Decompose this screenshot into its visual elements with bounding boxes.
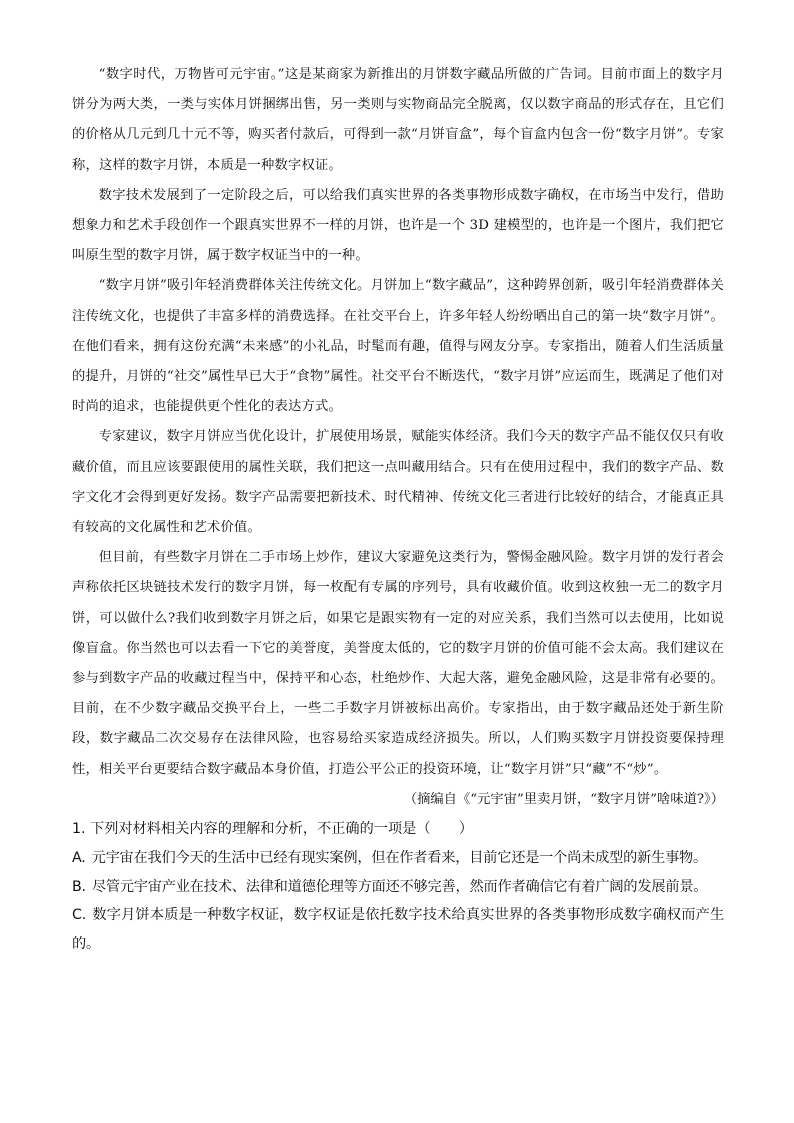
- option-b: [72, 873, 724, 902]
- passage-paragraph-2: 数字技术发展到了一定阶段之后，可以给我们真实世界的各类事物形成数字确权，在市场当中发行，借助想象力和艺术手段创作一个跟真实世界不一样的月饼，也许是一个 3D 建模型的，也许是一个图片，我们把它叫原生型的数字月饼，属于数字权证当中的一种。: [72, 187, 724, 264]
- question-stem: 1. 下列对材料相关内容的理解和分析，不正确的一项是（ ）: [72, 820, 474, 837]
- passage-paragraph-4: 专家建议，数字月饼应当优化设计，扩展使用场景，赋能实体经济。我们今天的数字产品不能仅仅只有收藏价值，而且应该要跟使用的属性关联，我们把这一点叫藏用结合。只有在使用过程中，我们的数字产品、数字文化才会得到更好发扬。数字产品需要把新技术、时代精神、传统文化三者进行比较好的结合，才能真正具有较高的文化属性和艺术价值。: [72, 429, 724, 536]
- passage-paragraph-1: “数字时代，万物皆可元宇宙。”这是某商家为新推出的月饼数字藏品所做的广告词。目前市面上的数字月饼分为两大类，一类与实体月饼捆绑出售，另一类则与实物商品完全脱离，仅以数字商品的形式存在，且它们的价格从几元到几十元不等，购买者付款后，可得到一款“月饼盲盒”，每个盲盒内包含一份“数字月饼”。专家称，这样的数字月饼，本质是一种数字权证。: [72, 67, 724, 173]
- option-c-letter: C.: [72, 907, 87, 924]
- passage-source: （摘编自《“元宇宙”里卖月饼，“数字月饼”啥味道?》）: [403, 791, 724, 807]
- option-a-text: 元宇宙在我们今天的生活中已经有现实案例，但在作者看来，目前它还是一个尚未成型的新生事物。: [91, 849, 708, 866]
- option-c-text: 数字月饼本质是一种数字权证，数字权证是依托数字技术给真实世界的各类事物形成数字确权而产生的。: [72, 907, 724, 953]
- option-a-letter: A.: [72, 849, 86, 866]
- passage-paragraph-5: 但目前，有些数字月饼在二手市场上炒作，建议大家避免这类行为，警惕金融风险。数字月饼的发行者会声称依托区块链技术发行的数字月饼，每一枚配有专属的序列号，具有收藏价值。收到这枚独一无二的数字月饼，可以做什么?我们收到数字月饼之后，如果它是跟实物有一定的对应关系，我们当然可以去使用，比如说像盲盒。你当然也可以去看一下它的美誉度，美誉度太低的，它的数字月饼的价值可能不会太高。我们建议在参与到数字产品的收藏过程当中，保持平和心态，杜绝炒作、大起大落，避免金融风险，这是非常有必要的。目前，在不少数字藏品交换平台上，一些二手数字月饼被标出高价。专家指出，由于数字藏品还处于新生阶段，数字藏品二次交易存在法律风险，也容易给买家造成经济损失。所以，人们购买数字月饼投资要保持理性，相关平台更要结合数字藏品本身价值，打造公平公正的投资环境，让“数字月饼”只“藏”不“炒”。: [72, 550, 724, 777]
- option-b-text: 尽管元宇宙产业在技术、法律和道德伦理等方面还不够完善，然而作者确信它有着广阔的发展前景。: [91, 878, 708, 895]
- passage-paragraph-3: “数字月饼”吸引年轻消费群体关注传统文化。月饼加上“数字藏品”，这种跨界创新，吸引年轻消费群体关注传统文化，也提供了丰富多样的消费选择。在社交平台上，许多年轻人纷纷晒出自己的第一块“数字月饼”。在他们看来，拥有这份充满“未来感”的小礼品，时髦而有趣，值得与网友分享。专家指出，随着人们生活质量的提升，月饼的“社交”属性早已大于“食物”属性。社交平台不断迭代，“数字月饼”应运而生，既满足了他们对时尚的追求，也能提供更个性化的表达方式。: [72, 278, 724, 415]
- option-c: [72, 901, 724, 959]
- option-a: [72, 844, 724, 873]
- document-page: [72, 60, 724, 959]
- option-b-letter: B.: [72, 878, 86, 895]
